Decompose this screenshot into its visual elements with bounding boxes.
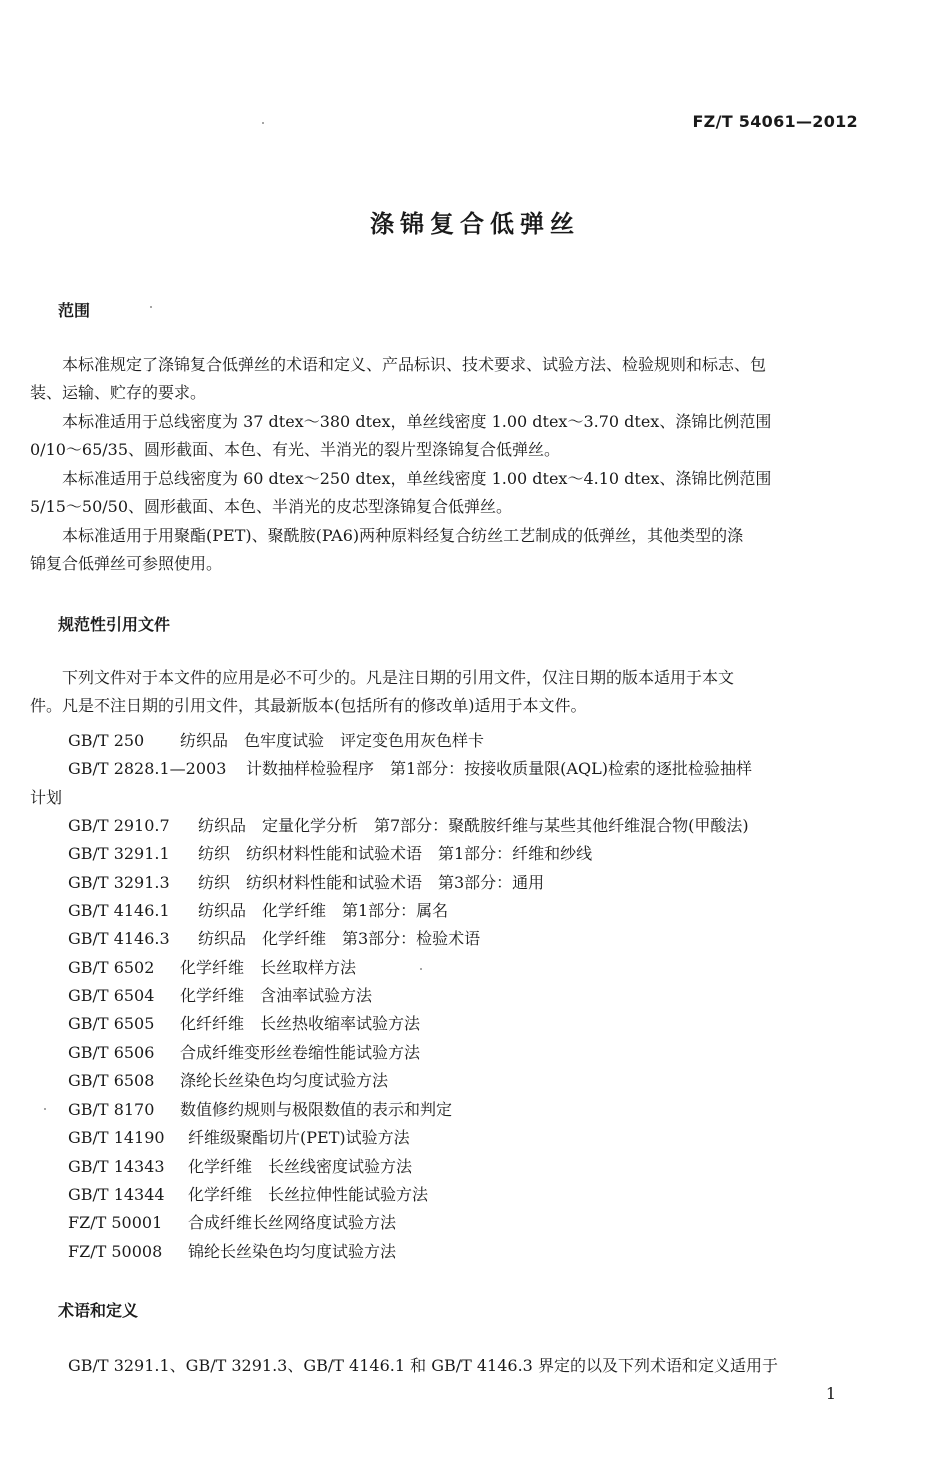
scan-speck [150, 306, 152, 308]
reference-item [68, 898, 448, 921]
reference-title: 计数抽样检验程序 第1部分：按接收质量限(AQL)检索的逐批检验抽样 [246, 759, 752, 778]
reference-code: GB/T 4146.1 [68, 901, 170, 920]
references-intro-line-1: 下列文件对于本文件的应用是必不可少的。凡是注日期的引用文件，仅注日期的版本适用于本文 [62, 668, 735, 687]
scope-paragraph-2-line-2: 0/10～65/35、圆形截面、本色、有光、半消光的裂片型涤锦复合低弹丝。 [30, 440, 561, 459]
scan-speck [420, 968, 422, 970]
reference-item [68, 1011, 420, 1034]
reference-title: 数值修约规则与极限数值的表示和判定 [180, 1100, 453, 1119]
section-heading-scope: 范围 [58, 301, 91, 320]
reference-title: 纺织 纺织材料性能和试验术语 第1部分：纤维和纱线 [198, 844, 593, 863]
reference-code: GB/T 6504 [68, 986, 155, 1005]
reference-code: GB/T 6506 [68, 1043, 155, 1062]
reference-code: GB/T 3291.1 [68, 844, 170, 863]
references-intro-line-2: 件。凡是不注日期的引用文件，其最新版本(包括所有的修改单)适用于本文件。 [30, 696, 587, 715]
reference-code: GB/T 14190 [68, 1128, 165, 1147]
scope-paragraph-1-line-2: 装、运输、贮存的要求。 [30, 383, 207, 402]
page-number: 1 [825, 1384, 836, 1403]
reference-item [68, 926, 480, 949]
reference-code: GB/T 250 [68, 731, 145, 750]
reference-title: 纺织品 化学纤维 第3部分：检验术语 [198, 929, 481, 948]
reference-title: 纺织品 定量化学分析 第7部分：聚酰胺纤维与某些其他纤维混合物(甲酸法) [198, 816, 749, 835]
reference-item [68, 955, 356, 978]
reference-title: 化学纤维 长丝拉伸性能试验方法 [188, 1185, 429, 1204]
reference-code: GB/T 2910.7 [68, 816, 170, 835]
reference-item [68, 1210, 396, 1233]
scope-paragraph-4-line-2: 锦复合低弹丝可参照使用。 [30, 554, 223, 573]
reference-title: 化学纤维 长丝线密度试验方法 [188, 1157, 413, 1176]
reference-item [68, 813, 749, 836]
reference-title: 化学纤维 含油率试验方法 [180, 986, 373, 1005]
reference-title: 锦纶长丝染色均匀度试验方法 [188, 1242, 397, 1261]
reference-code: FZ/T 50008 [68, 1242, 163, 1261]
reference-item [68, 841, 592, 864]
reference-code: GB/T 14344 [68, 1185, 165, 1204]
scope-paragraph-4-line-1: 本标准适用于用聚酯(PET)、聚酰胺(PA6)两种原料经复合纺丝工艺制成的低弹丝，其他类型的涤 [62, 526, 744, 545]
reference-code: GB/T 6508 [68, 1071, 155, 1090]
scope-paragraph-1-line-1: 本标准规定了涤锦复合低弹丝的术语和定义、产品标识、技术要求、试验方法、检验规则和标志、包 [62, 355, 767, 374]
reference-title: 合成纤维长丝网络度试验方法 [188, 1213, 397, 1232]
reference-title: 纺织品 色牢度试验 评定变色用灰色样卡 [180, 731, 485, 750]
scope-paragraph-2-line-1: 本标准适用于总线密度为 37 dtex～380 dtex，单丝线密度 1.00 dtex～3.70 dtex、涤锦比例范围 [62, 412, 772, 431]
scope-paragraph-3-line-2: 5/15～50/50、圆形截面、本色、半消光的皮芯型涤锦复合低弹丝。 [30, 497, 513, 516]
reference-item [68, 728, 484, 751]
reference-item [68, 1154, 412, 1177]
reference-item [68, 1239, 396, 1262]
reference-code: GB/T 4146.3 [68, 929, 170, 948]
reference-item [68, 1068, 388, 1091]
reference-title: 纤维级聚酯切片(PET)试验方法 [188, 1128, 410, 1147]
reference-title: 涤纶长丝染色均匀度试验方法 [180, 1071, 389, 1090]
scan-speck [44, 1108, 46, 1110]
reference-item [68, 983, 372, 1006]
section-heading-references: 规范性引用文件 [58, 615, 171, 634]
reference-title: 纺织 纺织材料性能和试验术语 第3部分：通用 [198, 873, 545, 892]
reference-item [68, 1097, 452, 1120]
reference-item [68, 1125, 410, 1148]
reference-code: GB/T 3291.3 [68, 873, 170, 892]
reference-title: 化学纤维 长丝取样方法 [180, 958, 357, 977]
reference-item [68, 1182, 428, 1205]
reference-title: 纺织品 化学纤维 第1部分：属名 [198, 901, 449, 920]
document-id: FZ/T 54061—2012 [692, 112, 858, 131]
reference-title: 合成纤维变形丝卷缩性能试验方法 [180, 1043, 421, 1062]
document-title: 涤锦复合低弹丝 [370, 210, 580, 238]
scope-paragraph-3-line-1: 本标准适用于总线密度为 60 dtex～250 dtex，单丝线密度 1.00 dtex～4.10 dtex、涤锦比例范围 [62, 469, 772, 488]
reference-code: GB/T 14343 [68, 1157, 165, 1176]
reference-code: GB/T 6502 [68, 958, 155, 977]
reference-item [68, 1040, 420, 1063]
reference-code: GB/T 6505 [68, 1014, 155, 1033]
section-heading-terms: 术语和定义 [58, 1301, 139, 1320]
reference-item [68, 756, 752, 779]
scan-speck [262, 122, 264, 124]
reference-code: FZ/T 50001 [68, 1213, 163, 1232]
reference-code: GB/T 8170 [68, 1100, 155, 1119]
reference-title: 化纤纤维 长丝热收缩率试验方法 [180, 1014, 421, 1033]
reference-item [68, 870, 544, 893]
terms-paragraph-line-1: GB/T 3291.1、GB/T 3291.3、GB/T 4146.1 和 GB/T 4146.3 界定的以及下列术语和定义适用于 [68, 1356, 778, 1375]
reference-code: GB/T 2828.1—2003 [68, 759, 227, 778]
reference-item-continuation: 计划 [30, 788, 63, 807]
